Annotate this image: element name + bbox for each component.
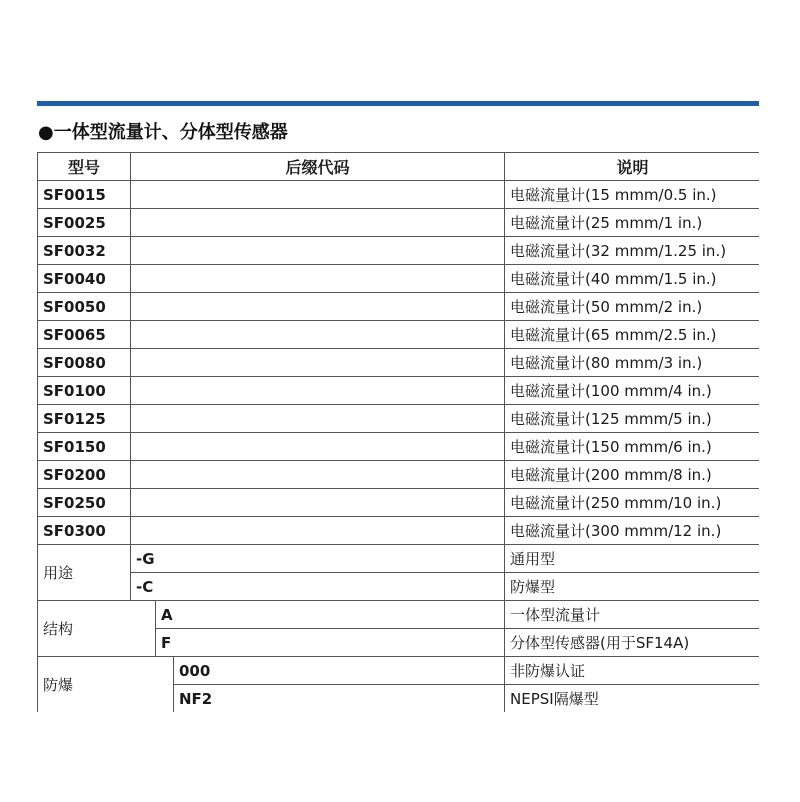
suffix-empty bbox=[131, 265, 505, 293]
usage-option-row bbox=[38, 545, 760, 573]
structure-code: F bbox=[156, 629, 505, 657]
model-code: SF0125 bbox=[38, 405, 131, 433]
model-row bbox=[38, 265, 760, 293]
model-row bbox=[38, 321, 760, 349]
explosion-code: NF2 bbox=[174, 685, 505, 713]
usage-code: -C bbox=[131, 573, 505, 601]
model-code-table bbox=[37, 152, 759, 712]
suffix-empty bbox=[131, 293, 505, 321]
section-title: ●一体型流量计、分体型传感器 bbox=[38, 122, 288, 143]
model-description: 电磁流量计(125 mmm/5 in.) bbox=[505, 405, 760, 433]
header-description: 说明 bbox=[505, 153, 760, 181]
model-code: SF0040 bbox=[38, 265, 131, 293]
model-description: 电磁流量计(80 mmm/3 in.) bbox=[505, 349, 760, 377]
model-code: SF0100 bbox=[38, 377, 131, 405]
model-code: SF0300 bbox=[38, 517, 131, 545]
model-row bbox=[38, 405, 760, 433]
header-rule bbox=[37, 101, 759, 106]
model-description: 电磁流量计(40 mmm/1.5 in.) bbox=[505, 265, 760, 293]
structure-option-row bbox=[38, 601, 760, 629]
model-description: 电磁流量计(15 mmm/0.5 in.) bbox=[505, 181, 760, 209]
suffix-empty bbox=[131, 517, 505, 545]
model-code: SF0015 bbox=[38, 181, 131, 209]
usage-description: 防爆型 bbox=[505, 573, 760, 601]
model-code: SF0025 bbox=[38, 209, 131, 237]
usage-code: -G bbox=[131, 545, 505, 573]
explosion-description: 非防爆认证 bbox=[505, 657, 760, 685]
suffix-empty bbox=[131, 209, 505, 237]
suffix-empty bbox=[131, 489, 505, 517]
structure-label: 结构 bbox=[38, 601, 156, 657]
model-row bbox=[38, 237, 760, 265]
explosion-description: NEPSI隔爆型 bbox=[505, 685, 760, 713]
model-code: SF0250 bbox=[38, 489, 131, 517]
suffix-empty bbox=[131, 405, 505, 433]
model-row bbox=[38, 293, 760, 321]
model-code-table-wrapper bbox=[37, 152, 759, 712]
suffix-empty bbox=[131, 461, 505, 489]
model-row bbox=[38, 433, 760, 461]
header-suffix-code: 后缀代码 bbox=[131, 153, 505, 181]
structure-description: 一体型流量计 bbox=[505, 601, 760, 629]
model-row bbox=[38, 489, 760, 517]
model-code: SF0150 bbox=[38, 433, 131, 461]
usage-description: 通用型 bbox=[505, 545, 760, 573]
model-row bbox=[38, 181, 760, 209]
explosion-code: 000 bbox=[174, 657, 505, 685]
model-row bbox=[38, 349, 760, 377]
structure-description: 分体型传感器(用于SF14A) bbox=[505, 629, 760, 657]
model-description: 电磁流量计(200 mmm/8 in.) bbox=[505, 461, 760, 489]
model-description: 电磁流量计(300 mmm/12 in.) bbox=[505, 517, 760, 545]
model-row bbox=[38, 461, 760, 489]
model-code: SF0032 bbox=[38, 237, 131, 265]
model-description: 电磁流量计(50 mmm/2 in.) bbox=[505, 293, 760, 321]
model-row bbox=[38, 517, 760, 545]
suffix-empty bbox=[131, 321, 505, 349]
suffix-empty bbox=[131, 237, 505, 265]
suffix-empty bbox=[131, 181, 505, 209]
suffix-empty bbox=[131, 349, 505, 377]
model-row bbox=[38, 209, 760, 237]
model-row bbox=[38, 377, 760, 405]
usage-label: 用途 bbox=[38, 545, 131, 601]
usage-option-row bbox=[38, 573, 760, 601]
model-description: 电磁流量计(100 mmm/4 in.) bbox=[505, 377, 760, 405]
model-code: SF0080 bbox=[38, 349, 131, 377]
model-code: SF0065 bbox=[38, 321, 131, 349]
model-description: 电磁流量计(150 mmm/6 in.) bbox=[505, 433, 760, 461]
suffix-empty bbox=[131, 433, 505, 461]
model-description: 电磁流量计(65 mmm/2.5 in.) bbox=[505, 321, 760, 349]
explosion-option-row bbox=[38, 657, 760, 685]
header-model: 型号 bbox=[38, 153, 131, 181]
model-description: 电磁流量计(25 mmm/1 in.) bbox=[505, 209, 760, 237]
model-description: 电磁流量计(32 mmm/1.25 in.) bbox=[505, 237, 760, 265]
explosion-label: 防爆 bbox=[38, 657, 174, 713]
suffix-empty bbox=[131, 377, 505, 405]
model-description: 电磁流量计(250 mmm/10 in.) bbox=[505, 489, 760, 517]
table-header-row bbox=[38, 153, 760, 181]
model-code: SF0050 bbox=[38, 293, 131, 321]
structure-code: A bbox=[156, 601, 505, 629]
model-code: SF0200 bbox=[38, 461, 131, 489]
